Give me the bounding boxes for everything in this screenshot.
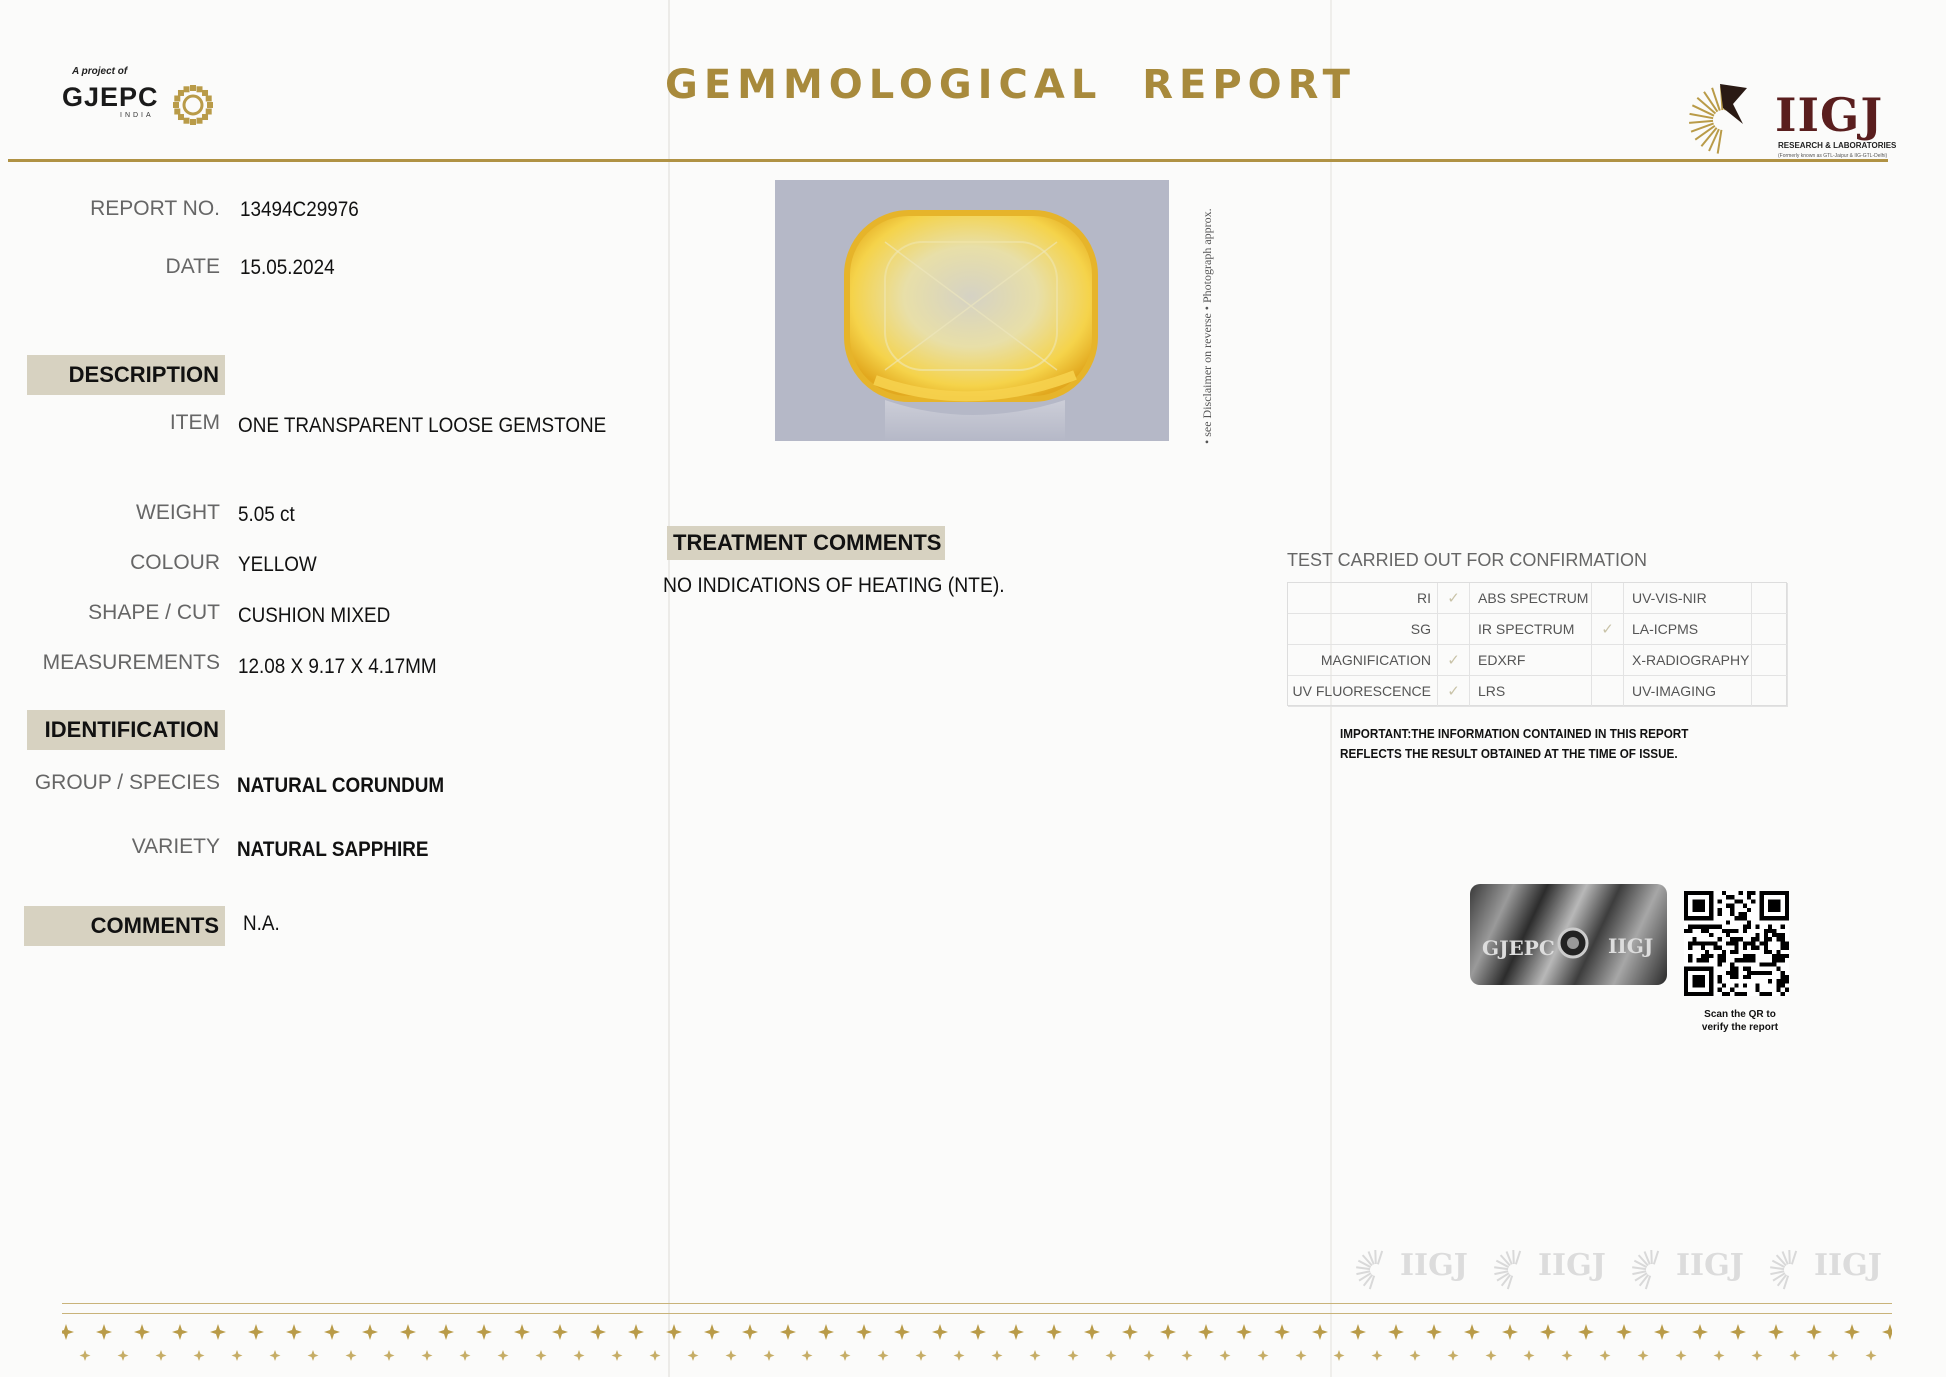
- footer-star-icon: [1540, 1324, 1556, 1340]
- footer-star-icon: [1806, 1324, 1822, 1340]
- footer-star-icon: [248, 1324, 264, 1340]
- date-value: 15.05.2024: [240, 256, 335, 279]
- footer-star-icon: [932, 1324, 948, 1340]
- footer-star-icon: [650, 1350, 661, 1361]
- item-label: ITEM: [169, 411, 220, 434]
- check-icon: [1752, 645, 1788, 676]
- report-no-label: REPORT NO.: [90, 197, 220, 220]
- footer-star-icon: [1790, 1350, 1801, 1361]
- footer-star-icon: [1068, 1350, 1079, 1361]
- watermark-text: IIGJ: [1814, 1248, 1882, 1283]
- footer-star-icon: [1410, 1350, 1421, 1361]
- test-la-icpms: LA-ICPMS: [1624, 614, 1752, 645]
- footer-star-icon: [916, 1350, 927, 1361]
- check-icon: ✓: [1438, 645, 1470, 676]
- gjepc-logo-text: GJEPC: [62, 82, 159, 112]
- footer-star-icon: [1448, 1350, 1459, 1361]
- watermark-text: IIGJ: [1538, 1248, 1606, 1283]
- footer-star-icon: [840, 1350, 851, 1361]
- footer-star-icon: [134, 1324, 150, 1340]
- watermark-starburst-icon: [1766, 1242, 1810, 1292]
- footer-star-icon: [856, 1324, 872, 1340]
- measurements-label: MEASUREMENTS: [42, 651, 220, 674]
- test-x-radiography: X-RADIOGRAPHY: [1624, 645, 1752, 676]
- important-text: THE INFORMATION CONTAINED IN THIS REPORT REFLECTS THE RESULT OBTAINED AT THE TIME OF ISSUE.: [1340, 726, 1689, 761]
- gjepc-sun-logo-icon: [166, 78, 220, 132]
- test-abs-spectrum: ABS SPECTRUM: [1470, 583, 1592, 614]
- test-lrs: LRS: [1470, 676, 1592, 707]
- footer-star-icon: [400, 1324, 416, 1340]
- footer-star-icon: [590, 1324, 606, 1340]
- iigj-logo-text: IIGJ: [1775, 88, 1884, 142]
- measurements-value: 12.08 X 9.17 X 4.17MM: [238, 655, 437, 678]
- footer-star-icon: [1524, 1350, 1535, 1361]
- footer-star-icon: [1296, 1350, 1307, 1361]
- check-icon: ✓: [1438, 583, 1470, 614]
- watermark-text: IIGJ: [1400, 1248, 1468, 1283]
- footer-star-icon: [1334, 1350, 1345, 1361]
- footer-star-icon: [878, 1350, 889, 1361]
- shape-value: CUSHION MIXED: [238, 604, 391, 627]
- yellow-sapphire-image: [775, 180, 1169, 441]
- footer-star-icon: [1350, 1324, 1366, 1340]
- iigj-watermark: [1352, 1242, 1482, 1292]
- footer-star-icon: [514, 1324, 530, 1340]
- security-hologram: [1470, 884, 1667, 985]
- footer-star-icon: [308, 1350, 319, 1361]
- variety-value: NATURAL SAPPHIRE: [237, 838, 429, 861]
- test-edxrf: EDXRF: [1470, 645, 1592, 676]
- footer-star-icon: [438, 1324, 454, 1340]
- qr-caption: [1690, 1008, 1790, 1034]
- weight-label: WEIGHT: [136, 501, 220, 524]
- section-identification: IDENTIFICATION: [27, 710, 225, 750]
- hologram-iigj-text: IIGJ: [1608, 934, 1654, 958]
- page-title: GEMMOLOGICAL REPORT: [665, 62, 1356, 108]
- project-of-label: A project of: [72, 66, 128, 77]
- check-icon: ✓: [1438, 676, 1470, 707]
- footer-star-icon: [1866, 1350, 1877, 1361]
- section-description: DESCRIPTION: [27, 355, 225, 395]
- check-icon: [1592, 676, 1624, 707]
- iigj-tagline: (Formerly known as GTL-Jaipur & IIG-GTL-Delhi): [1778, 153, 1888, 159]
- footer-star-icon: [1828, 1350, 1839, 1361]
- footer-star-icon: [1844, 1324, 1860, 1340]
- important-notice: [1340, 724, 1745, 764]
- footer-star-icon: [1562, 1350, 1573, 1361]
- footer-star-icon: [1600, 1350, 1611, 1361]
- footer-star-icon: [1882, 1324, 1892, 1340]
- footer-star-icon: [552, 1324, 568, 1340]
- footer-star-icon: [666, 1324, 682, 1340]
- iigj-watermark: [1766, 1242, 1896, 1292]
- check-icon: ✓: [1592, 614, 1624, 645]
- footer-star-icon: [62, 1324, 74, 1340]
- watermark-starburst-icon: [1490, 1242, 1534, 1292]
- footer-star-icon: [742, 1324, 758, 1340]
- item-value: ONE TRANSPARENT LOOSE GEMSTONE: [238, 414, 607, 437]
- footer-star-icon: [1676, 1350, 1687, 1361]
- footer-star-icon: [1182, 1350, 1193, 1361]
- footer-star-icon: [1122, 1324, 1138, 1340]
- footer-star-icon: [1714, 1350, 1725, 1361]
- test-ir-spectrum: IR SPECTRUM: [1470, 614, 1592, 645]
- section-treatment-comments: TREATMENT COMMENTS: [667, 526, 945, 560]
- test-uv-imaging: UV-IMAGING: [1624, 676, 1752, 707]
- footer-star-icon: [1220, 1350, 1231, 1361]
- photo-disclaimer: • see Disclaimer on reverse • Photograph approx.: [1200, 208, 1214, 444]
- check-icon: [1438, 614, 1470, 645]
- footer-line: [62, 1303, 1892, 1304]
- group-label: GROUP / SPECIES: [34, 771, 220, 794]
- footer-star-icon: [1752, 1350, 1763, 1361]
- footer-star-icon: [210, 1324, 226, 1340]
- footer-star-icon: [96, 1324, 112, 1340]
- test-ri: RI: [1288, 583, 1438, 614]
- paper-fold: [668, 0, 670, 1377]
- test-uv-fluorescence: UV FLUORESCENCE: [1288, 676, 1438, 707]
- footer-star-icon: [992, 1350, 1003, 1361]
- footer-star-icon: [1258, 1350, 1269, 1361]
- footer-star-icon: [118, 1350, 129, 1361]
- footer-star-icon: [194, 1350, 205, 1361]
- footer-star-icon: [1312, 1324, 1328, 1340]
- footer-star-icon: [1198, 1324, 1214, 1340]
- footer-star-icon: [1144, 1350, 1155, 1361]
- footer-star-border: [62, 1318, 1892, 1368]
- footer-star-icon: [1730, 1324, 1746, 1340]
- footer-star-icon: [80, 1350, 91, 1361]
- footer-star-icon: [346, 1350, 357, 1361]
- footer-star-icon: [536, 1350, 547, 1361]
- gjepc-country: INDIA: [120, 112, 154, 119]
- report-no-value: 13494C29976: [240, 198, 359, 221]
- footer-star-icon: [1578, 1324, 1594, 1340]
- footer-star-icon: [1106, 1350, 1117, 1361]
- footer-star-icon: [612, 1350, 623, 1361]
- footer-star-icon: [688, 1350, 699, 1361]
- footer-star-icon: [1654, 1324, 1670, 1340]
- footer-star-icon: [1486, 1350, 1497, 1361]
- footer-star-icon: [780, 1324, 796, 1340]
- hologram-emblem-icon: [1550, 920, 1596, 966]
- iigj-subtitle: RESEARCH & LABORATORIES: [1778, 141, 1897, 150]
- footer-star-icon: [172, 1324, 188, 1340]
- check-icon: [1752, 614, 1788, 645]
- footer-star-icon: [1692, 1324, 1708, 1340]
- colour-label: COLOUR: [130, 551, 220, 574]
- footer-star-icon: [476, 1324, 492, 1340]
- iigj-starburst-logo-icon: [1685, 74, 1755, 164]
- footer-star-icon: [1008, 1324, 1024, 1340]
- footer-star-icon: [1274, 1324, 1290, 1340]
- variety-label: VARIETY: [131, 835, 220, 858]
- date-label: DATE: [165, 255, 220, 278]
- footer-star-icon: [1030, 1350, 1041, 1361]
- gemstone-photo: [775, 180, 1169, 441]
- footer-star-icon: [704, 1324, 720, 1340]
- footer-star-icon: [1464, 1324, 1480, 1340]
- footer-star-icon: [324, 1324, 340, 1340]
- footer-star-icon: [1638, 1350, 1649, 1361]
- iigj-watermark: [1628, 1242, 1758, 1292]
- check-icon: [1592, 645, 1624, 676]
- footer-star-icon: [422, 1350, 433, 1361]
- tests-table: [1287, 582, 1787, 706]
- footer-star-icon: [764, 1350, 775, 1361]
- watermark-text: IIGJ: [1676, 1248, 1744, 1283]
- footer-star-icon: [362, 1324, 378, 1340]
- watermark-starburst-icon: [1628, 1242, 1672, 1292]
- footer-star-icon: [270, 1350, 281, 1361]
- footer-star-icon: [232, 1350, 243, 1361]
- treatment-comment-text: NO INDICATIONS OF HEATING (NTE).: [663, 574, 1005, 597]
- check-icon: [1752, 676, 1788, 707]
- iigj-watermark: [1490, 1242, 1620, 1292]
- footer-star-icon: [1160, 1324, 1176, 1340]
- group-value: NATURAL CORUNDUM: [237, 774, 445, 797]
- important-label: IMPORTANT:: [1340, 726, 1412, 741]
- footer-star-icon: [970, 1324, 986, 1340]
- footer-star-icon: [1372, 1350, 1383, 1361]
- footer-star-icon: [818, 1324, 834, 1340]
- footer-line: [62, 1313, 1892, 1314]
- footer-star-icon: [1084, 1324, 1100, 1340]
- footer-star-icon: [628, 1324, 644, 1340]
- watermark-starburst-icon: [1352, 1242, 1396, 1292]
- footer-star-icon: [726, 1350, 737, 1361]
- qr-caption-line1: Scan the QR to: [1704, 1009, 1776, 1020]
- shape-label: SHAPE / CUT: [88, 601, 220, 624]
- footer-star-icon: [286, 1324, 302, 1340]
- footer-star-icon: [1236, 1324, 1252, 1340]
- footer-star-icon: [954, 1350, 965, 1361]
- footer-star-icon: [460, 1350, 471, 1361]
- footer-star-icon: [384, 1350, 395, 1361]
- hologram-gjepc-text: GJEPC: [1482, 936, 1555, 960]
- check-icon: [1752, 583, 1788, 614]
- footer-star-icon: [1616, 1324, 1632, 1340]
- footer-star-icon: [1502, 1324, 1518, 1340]
- check-icon: [1592, 583, 1624, 614]
- test-sg: SG: [1288, 614, 1438, 645]
- qr-caption-line2: verify the report: [1701, 1022, 1779, 1033]
- footer-star-icon: [1388, 1324, 1404, 1340]
- colour-value: YELLOW: [238, 553, 317, 576]
- test-magnification: MAGNIFICATION: [1288, 645, 1438, 676]
- tests-title: TEST CARRIED OUT FOR CONFIRMATION: [1287, 550, 1648, 570]
- footer-star-icon: [574, 1350, 585, 1361]
- footer-star-icon: [498, 1350, 509, 1361]
- section-comments: COMMENTS: [24, 906, 225, 946]
- footer-star-icon: [802, 1350, 813, 1361]
- footer-star-icon: [1046, 1324, 1062, 1340]
- weight-value: 5.05 ct: [238, 503, 295, 526]
- comments-value: N.A.: [243, 912, 280, 935]
- footer-star-icon: [894, 1324, 910, 1340]
- header-divider: [8, 159, 1888, 162]
- footer-star-icon: [156, 1350, 167, 1361]
- footer-star-icon: [1426, 1324, 1442, 1340]
- verification-qr-code[interactable]: [1684, 891, 1789, 996]
- test-uv-vis-nir: UV-VIS-NIR: [1624, 583, 1752, 614]
- footer-star-icon: [1768, 1324, 1784, 1340]
